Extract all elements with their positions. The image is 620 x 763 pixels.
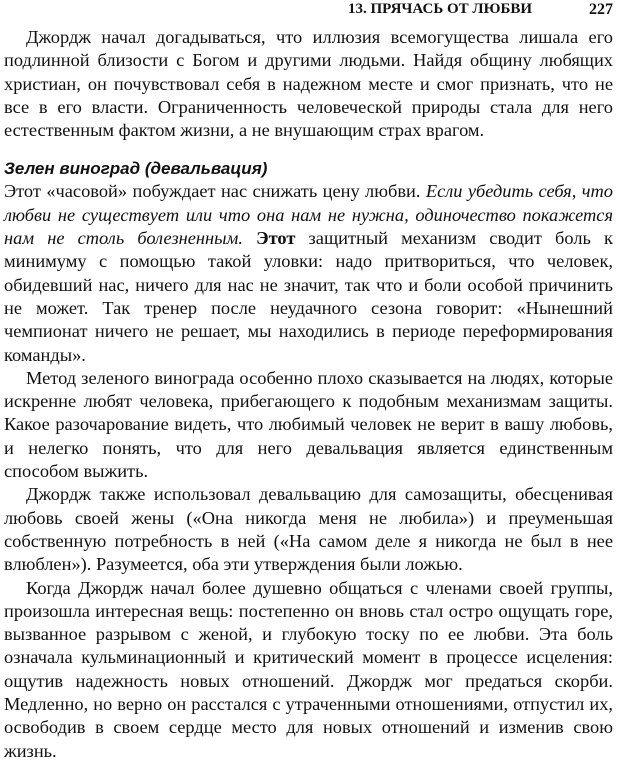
text-run: Этот «часовой» побуждает нас снижать цену любви. xyxy=(4,181,426,202)
paragraph: Джордж начал догадываться, что иллюзия всемогущества лишала его подлинной близости с Богом и другими людьми. Найдя общину любящих христиан, он почувствовал себя в надежном месте и смог признать, что не все в его власти. Ограниченность человеческой природы стала для него естественным фактом жизни, а не внушающим страх врагом. xyxy=(4,27,613,141)
chapter-title: 13. ПРЯЧАСЬ ОТ ЛЮБВИ xyxy=(348,1,533,17)
italic-text-run: Если убедить себя, что любви не существует или что она нам не нужна, одиночество покажется нам не столь болезненным. xyxy=(4,181,613,249)
text-run: защитный механизм сводит боль к минимуму с помощью такой уловки: надо притвориться, что человек, обидевший нас, ничего для нас не значит, так что и боли особой причинить не может. Так тренер после неудачного сезона говорит: «Нынешний чемпионат ничего не решает, мы находились в периоде переформирования команды». xyxy=(4,228,613,365)
paragraph: Метод зеленого винограда особенно плохо сказывается на людях, которые искренне любят человека, прибегающего к подобным механизмам защиты. Какое разочарование видеть, что любимый человек не верит в вашу любовь, и нелегко понять, что для него девальвация является единственным способом выжить. xyxy=(4,367,613,482)
text-run xyxy=(243,228,256,248)
section-heading: Зелен виноград (девальвация) xyxy=(4,159,268,179)
paragraph xyxy=(4,180,613,366)
paragraph: Джордж также использовал девальвацию для самозащиты, обесценивая любовь своей жены («Она никогда меня не любила») и преуменьшая собственную потребность в ней («На самом деле я никогда не был в нее влюблен»). Разумеется, оба эти утверждения были ложью. xyxy=(4,484,613,575)
running-header xyxy=(4,0,613,26)
book-page xyxy=(4,0,613,763)
paragraph: Когда Джордж начал более душевно общаться с членами своей группы, произошла интересная вещь: постепенно он вновь стал остро ощущать горе, вызванное разрывом с женой, и глубокую тоску по ее любви. Эта боль означала кульминационный и критический момент в процессе исцеления: ощутив надежность новых отношений. Джордж мог предаться скорби. Медленно, но верно он расстался с утраченными отношениями, отпустил их, освободив в своем сердце место для новых отношений и изменив свою жизнь. xyxy=(4,577,613,761)
page-number: 227 xyxy=(589,1,613,18)
bold-text-run: Этот xyxy=(256,228,296,249)
body-text xyxy=(4,26,613,763)
